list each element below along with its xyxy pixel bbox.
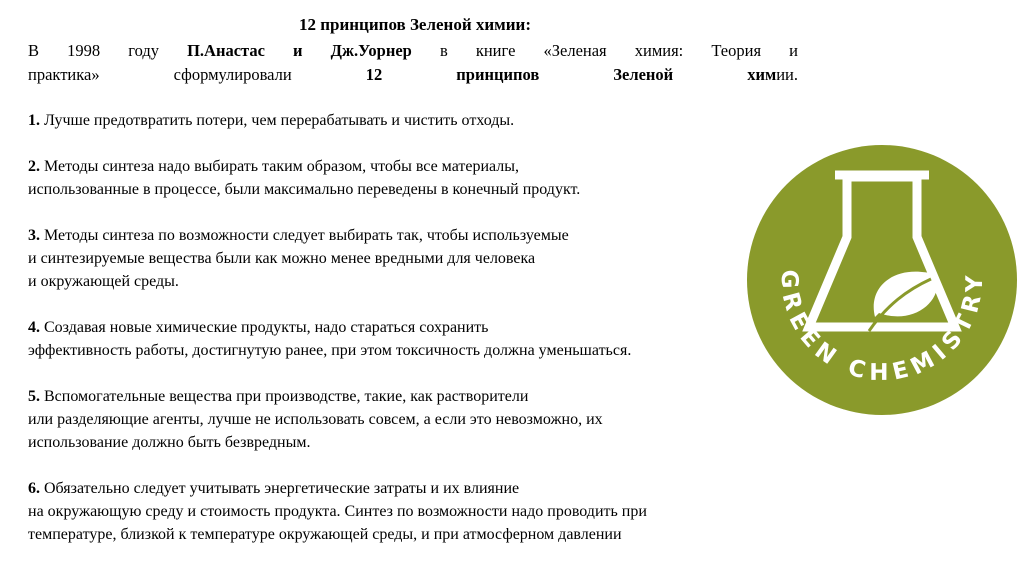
principle-text: Создавая новые химические продукты, надо стараться сохранить	[44, 319, 489, 336]
principle-line	[28, 247, 788, 270]
principle-item	[28, 224, 788, 293]
principle-item	[28, 155, 788, 201]
principle-line	[28, 500, 788, 523]
green-chemistry-logo	[747, 145, 1017, 415]
intro-emphasis-tail: ии.	[776, 65, 799, 84]
principle-text: эффективность работы, достигнутую ранее, при этом токсичность должна уменьшаться.	[28, 342, 632, 359]
principle-number: 2.	[28, 158, 40, 175]
principle-item	[28, 316, 788, 362]
principle-line	[28, 316, 788, 339]
principle-text: на окружающую среду и стоимость продукта. Синтез по возможности надо проводить при	[28, 503, 647, 520]
principle-line	[28, 477, 788, 500]
principle-text: Методы синтеза надо выбирать таким образом, чтобы все материалы,	[44, 158, 520, 175]
principle-line	[28, 339, 788, 362]
principle-line	[28, 155, 788, 178]
principle-line	[28, 523, 788, 546]
principle-text: Методы синтеза по возможности следует выбирать так, чтобы используемые	[44, 227, 569, 244]
principle-text: температуре, близкой к температуре окружающей среды, и при атмосферном давлении	[28, 526, 622, 543]
principle-number: 6.	[28, 480, 40, 497]
intro-paragraph	[28, 39, 798, 87]
principle-item	[28, 477, 788, 546]
intro-text-2: в книге «Зеленая химия: Теория и	[411, 41, 798, 60]
intro-authors: П.Анастас и Дж.Уорнер	[187, 41, 412, 60]
principle-text: и окружающей среды.	[28, 273, 179, 290]
principle-number: 4.	[28, 319, 40, 336]
principle-text: или разделяющие агенты, лучше не использовать совсем, а если это невозможно, их	[28, 411, 603, 428]
principle-line	[28, 408, 788, 431]
principle-line	[28, 224, 788, 247]
principle-text: использованные в процессе, были максимально переведены в конечный продукт.	[28, 181, 581, 198]
principle-text: Вспомогательные вещества при производстве, такие, как растворители	[44, 388, 529, 405]
page-title: 12 принципов Зеленой химии:	[298, 15, 532, 34]
logo-text: GREEN CHEMISTRY	[775, 269, 989, 386]
principle-line	[28, 178, 788, 201]
principle-line	[28, 431, 788, 454]
intro-text-1: В 1998 году	[28, 41, 188, 60]
intro-emphasis: 12 принципов Зеленой хим	[365, 65, 777, 84]
intro-line-2	[28, 63, 798, 87]
principle-text: Лучше предотвратить потери, чем перерабатывать и чистить отходы.	[44, 112, 515, 129]
principle-number: 1.	[28, 112, 40, 129]
principle-line	[28, 385, 788, 408]
principle-line	[28, 270, 788, 293]
intro-text-3: практика» сформулировали	[28, 65, 366, 84]
principle-text: использование должно быть безвредным.	[28, 434, 311, 451]
principle-text: Обязательно следует учитывать энергетические затраты и их влияние	[44, 480, 520, 497]
principle-item	[28, 109, 788, 132]
principles-list	[28, 109, 788, 569]
principle-number: 5.	[28, 388, 40, 405]
intro-line-1	[28, 39, 798, 63]
principle-text: и синтезируемые вещества были как можно менее вредными для человека	[28, 250, 536, 267]
principle-item	[28, 385, 788, 454]
principle-number: 3.	[28, 227, 40, 244]
principle-line	[28, 109, 788, 132]
